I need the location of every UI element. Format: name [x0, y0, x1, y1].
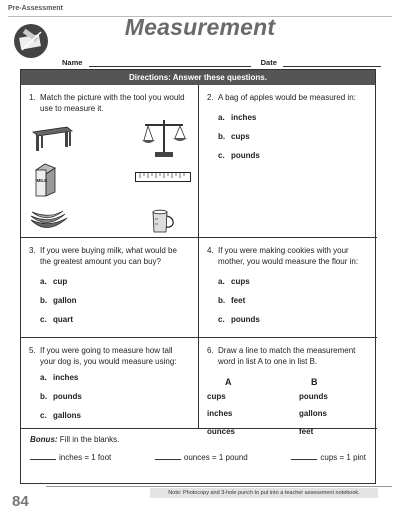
q2-option-b[interactable]: b. cups — [218, 132, 250, 141]
worksheet — [20, 69, 376, 484]
q4-number: 4. — [207, 246, 214, 255]
list-b-heading: B — [311, 377, 318, 387]
footer-rule — [46, 486, 392, 487]
q5-option-a[interactable]: a. inches — [40, 373, 79, 382]
bonus-section — [21, 429, 375, 484]
list-a-heading: A — [225, 377, 232, 387]
page-number: 84 — [12, 493, 29, 510]
directions-bar: Directions: Answer these questions. — [21, 70, 375, 85]
blank-field[interactable] — [291, 459, 317, 460]
question-3 — [21, 238, 199, 338]
page-title: Measurement — [124, 14, 276, 40]
q3-option-a[interactable]: a. cup — [40, 277, 68, 286]
bananas-icon[interactable] — [29, 210, 69, 234]
bonus-instruction — [30, 435, 366, 444]
q4-option-a[interactable]: a. cups — [218, 277, 250, 286]
q2-text: A bag of apples would be measured in: — [218, 93, 356, 102]
q3-option-b[interactable]: b. gallon — [40, 296, 77, 305]
q5-text: If you were going to measure how tall your dog is, you would measure using: — [40, 346, 177, 366]
bonus-label: Bonus: — [30, 435, 58, 444]
blank-field[interactable] — [155, 459, 181, 460]
list-b-item[interactable]: gallons — [299, 409, 328, 418]
question-4 — [199, 238, 377, 338]
ruler-icon[interactable] — [135, 172, 191, 182]
bonus-blanks — [30, 453, 366, 462]
q5-number: 5. — [29, 346, 36, 355]
balance-scale-icon[interactable] — [141, 116, 187, 160]
date-label: Date — [260, 58, 277, 67]
q2-option-a[interactable]: a. inches — [218, 113, 257, 122]
blank-field[interactable] — [30, 459, 56, 460]
bonus-item-2[interactable]: ounces = 1 pound — [155, 453, 248, 462]
q1-number: 1. — [29, 93, 36, 102]
question-5 — [21, 338, 199, 429]
q3-option-c[interactable]: c. quart — [40, 315, 73, 324]
question-2 — [199, 85, 377, 238]
q6-text: Draw a line to match the measurement word in list A to one in list B. — [218, 346, 356, 366]
list-b-item[interactable]: feet — [299, 427, 314, 436]
milk-label: MILK — [36, 178, 48, 183]
q4-option-b[interactable]: b. feet — [218, 296, 246, 305]
q4-option-c[interactable]: c. pounds — [218, 315, 260, 324]
measuring-cup-icon[interactable] — [149, 208, 175, 234]
q1-pictures — [29, 114, 190, 234]
question-1 — [21, 85, 199, 238]
milk-carton-icon[interactable] — [33, 162, 59, 198]
q5-option-c[interactable]: c. gallons — [40, 411, 82, 420]
footer-note: Note: Photocopy and 3-hole punch to put into a teacher assessment notebook. — [150, 488, 378, 498]
list-a-item[interactable]: inches — [207, 409, 233, 418]
pre-assessment-label: Pre-Assessment — [8, 5, 63, 12]
question-6 — [199, 338, 377, 436]
bonus-item-1[interactable]: inches = 1 foot — [30, 453, 111, 462]
bonus-item-3[interactable]: cups = 1 pint — [291, 453, 366, 462]
date-field[interactable] — [283, 59, 381, 67]
name-field[interactable] — [89, 59, 251, 67]
q3-text: If you were buying milk, what would be the greatest amount you can buy? — [40, 246, 177, 266]
q2-number: 2. — [207, 93, 214, 102]
q4-text: If you were making cookies with your mother, you would measure the flour in: — [218, 246, 359, 266]
list-a-item[interactable]: cups — [207, 392, 226, 401]
q5-option-b[interactable]: b. pounds — [40, 392, 82, 401]
list-b-item[interactable]: pounds — [299, 392, 328, 401]
table-icon[interactable] — [31, 124, 73, 152]
bonus-text: Fill in the blanks. — [59, 435, 120, 444]
q3-number: 3. — [29, 246, 36, 255]
q1-text: Match the picture with the tool you would use to measure it. — [40, 93, 185, 113]
q2-option-c[interactable]: c. pounds — [218, 151, 260, 160]
list-a-item[interactable]: ounces — [207, 427, 236, 436]
q6-number: 6. — [207, 346, 214, 355]
name-label: Name — [62, 58, 83, 67]
name-date-row — [62, 58, 381, 67]
